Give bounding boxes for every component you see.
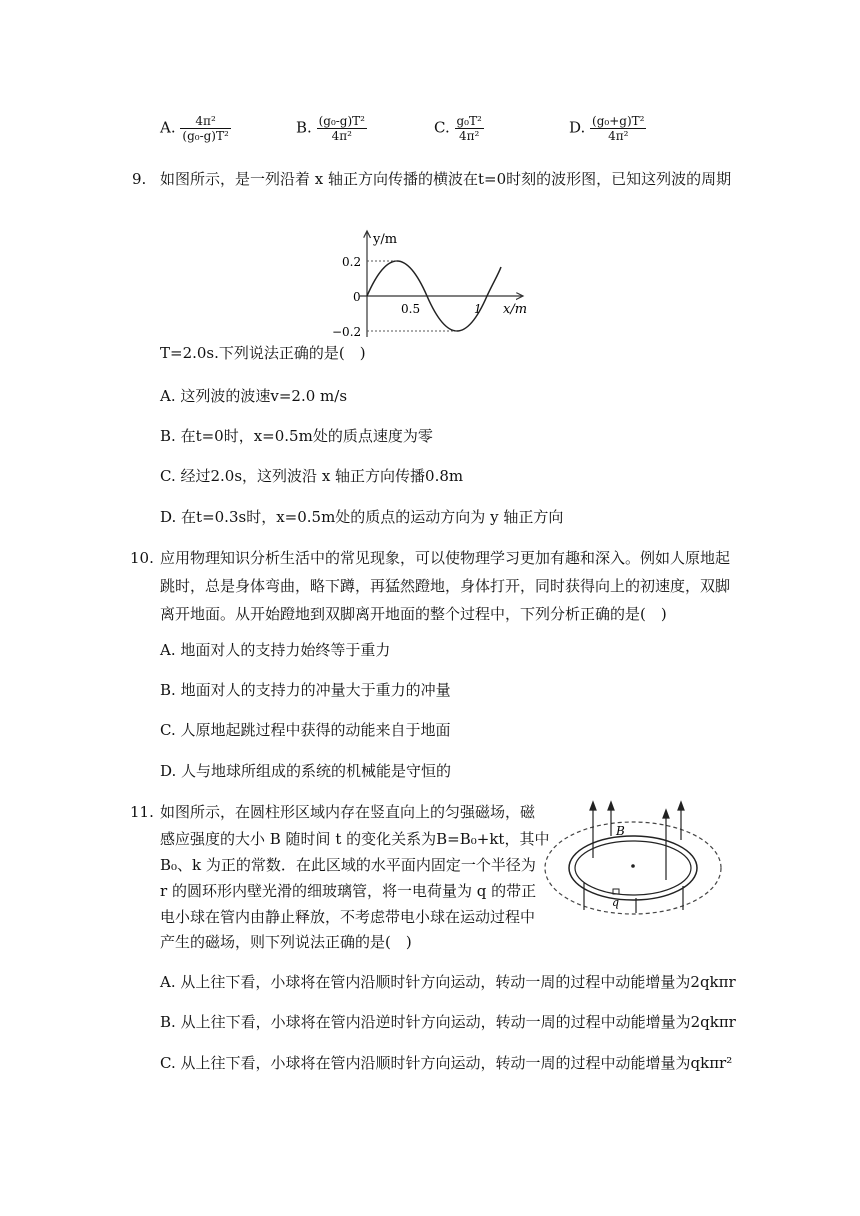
q8-option-b[interactable] — [296, 114, 367, 143]
q10-option-b[interactable] — [160, 678, 451, 702]
x-axis-label: x/m — [503, 302, 528, 317]
option-text: 这列波的波速v=2.0 m/s — [180, 387, 348, 405]
option-label: A. — [160, 973, 176, 991]
option-text: 人与地球所组成的系统的机械能是守恒的 — [181, 762, 452, 780]
question-stem-continued: T=2.0s.下列说法正确的是( ) — [160, 344, 366, 362]
q10-option-c[interactable] — [160, 718, 451, 742]
fraction-denominator: 4π² — [458, 129, 480, 143]
tick-label: −0.2 — [332, 325, 362, 339]
glass-tube-outer — [569, 836, 697, 900]
q9-option-d[interactable] — [160, 505, 563, 529]
option-label: C. — [160, 467, 176, 485]
fraction — [455, 114, 484, 143]
option-text: 人原地起跳过程中获得的动能来自于地面 — [180, 721, 451, 739]
q-label: q — [612, 896, 620, 909]
question-stem-line: B₀、k 为正的常数．在此区域的水平面内固定一个半径为 — [160, 856, 536, 874]
q11-option-c[interactable] — [160, 1051, 732, 1075]
question-stem-line: 电小球在管内由静止释放，不考虑带电小球在运动过程中 — [160, 908, 536, 926]
q10-option-d[interactable] — [160, 759, 451, 783]
option-text: 地面对人的支持力始终等于重力 — [180, 641, 391, 659]
fraction-denominator: (g₀-g)T² — [182, 129, 229, 143]
b-label: B — [616, 824, 625, 838]
question-stem-line: 跳时，总是身体弯曲，略下蹲，再猛然蹬地，身体打开，同时获得向上的初速度，双脚 — [160, 577, 731, 595]
option-label: C. — [434, 118, 450, 137]
tick-label: 0.2 — [342, 255, 362, 269]
question-number: 11. — [130, 803, 154, 821]
q11-option-a[interactable] — [160, 970, 736, 994]
option-label: B. — [160, 427, 176, 445]
question-stem-line: 感应强度的大小 B 随时间 t 的变化关系为B=B₀+kt，其中 — [160, 830, 550, 848]
q8-option-c[interactable] — [434, 114, 484, 143]
fraction-numerator: 4π² — [180, 114, 230, 129]
option-label: B. — [296, 118, 312, 137]
option-label: A. — [160, 387, 176, 405]
fraction-denominator: 4π² — [331, 129, 352, 143]
fraction-numerator: g₀T² — [456, 114, 482, 128]
option-label: B. — [160, 1013, 176, 1031]
option-text: 经过2.0s，这列波沿 x 轴正方向传播0.8m — [180, 467, 464, 485]
tick-label: 1 — [474, 302, 482, 316]
question-stem-line: 离开地面。从开始蹬地到双脚离开地面的整个过程中，下列分析正确的是( ) — [160, 605, 667, 623]
tick-label: 0.5 — [401, 302, 421, 316]
option-label: C. — [160, 1054, 176, 1072]
option-label: D. — [160, 762, 177, 780]
q9-option-c[interactable] — [160, 464, 463, 488]
question-number: 10. — [130, 549, 154, 567]
q8-option-d[interactable] — [569, 114, 646, 143]
option-label: B. — [160, 681, 176, 699]
question-stem: 如图所示，是一列沿着 x 轴正方向传播的横波在t=0时刻的波形图，已知这列波的周期 — [160, 170, 732, 188]
q11-option-b[interactable] — [160, 1010, 736, 1034]
question-stem-line: 如图所示，在圆柱形区域内存在竖直向上的匀强磁场，磁 — [160, 803, 536, 821]
y-axis-label: y/m — [373, 232, 398, 247]
fraction-numerator: (g₀+g)T² — [592, 114, 645, 128]
option-text: 地面对人的支持力的冲量大于重力的冲量 — [180, 681, 451, 699]
option-text: 从上往下看，小球将在管内沿逆时针方向运动，转动一周的过程中动能增量为2qkπr — [180, 1013, 736, 1031]
magnetic-field-figure — [542, 798, 724, 920]
fraction — [590, 114, 646, 143]
option-label: C. — [160, 721, 176, 739]
fraction — [317, 114, 367, 143]
field-lines — [584, 802, 684, 913]
option-text: 从上往下看，小球将在管内沿顺时针方向运动，转动一周的过程中动能增量为2qkπr — [180, 973, 736, 991]
q10-option-a[interactable] — [160, 638, 390, 662]
question-stem-line: r 的圆环形内壁光滑的细玻璃管，将一电荷量为 q 的带正 — [160, 882, 537, 900]
option-text: 在t=0时，x=0.5m处的质点速度为零 — [180, 427, 433, 445]
option-label: D. — [160, 508, 177, 526]
option-label: A. — [160, 641, 176, 659]
option-text: 在t=0.3s时，x=0.5m处的质点的运动方向为 y 轴正方向 — [181, 508, 564, 526]
fraction-denominator: 4π² — [608, 129, 629, 143]
option-label: D. — [569, 118, 586, 137]
q8-option-a[interactable] — [160, 114, 231, 143]
q9-option-b[interactable] — [160, 424, 433, 448]
option-label: A. — [160, 118, 176, 137]
question-stem-line: 应用物理知识分析生活中的常见现象，可以使物理学习更加有趣和深入。例如人原地起 — [160, 549, 731, 567]
fraction — [180, 114, 230, 143]
tick-label: 0 — [353, 290, 361, 304]
wave-figure — [325, 225, 540, 345]
question-stem-line: 产生的磁场，则下列说法正确的是( ) — [160, 933, 412, 951]
option-text: 从上往下看，小球将在管内沿顺时针方向运动，转动一周的过程中动能增量为qkπr² — [180, 1054, 733, 1072]
question-number: 9. — [132, 170, 147, 188]
q9-option-a[interactable] — [160, 384, 347, 408]
fraction-numerator: (g₀-g)T² — [318, 114, 365, 128]
center-dot — [631, 864, 635, 868]
